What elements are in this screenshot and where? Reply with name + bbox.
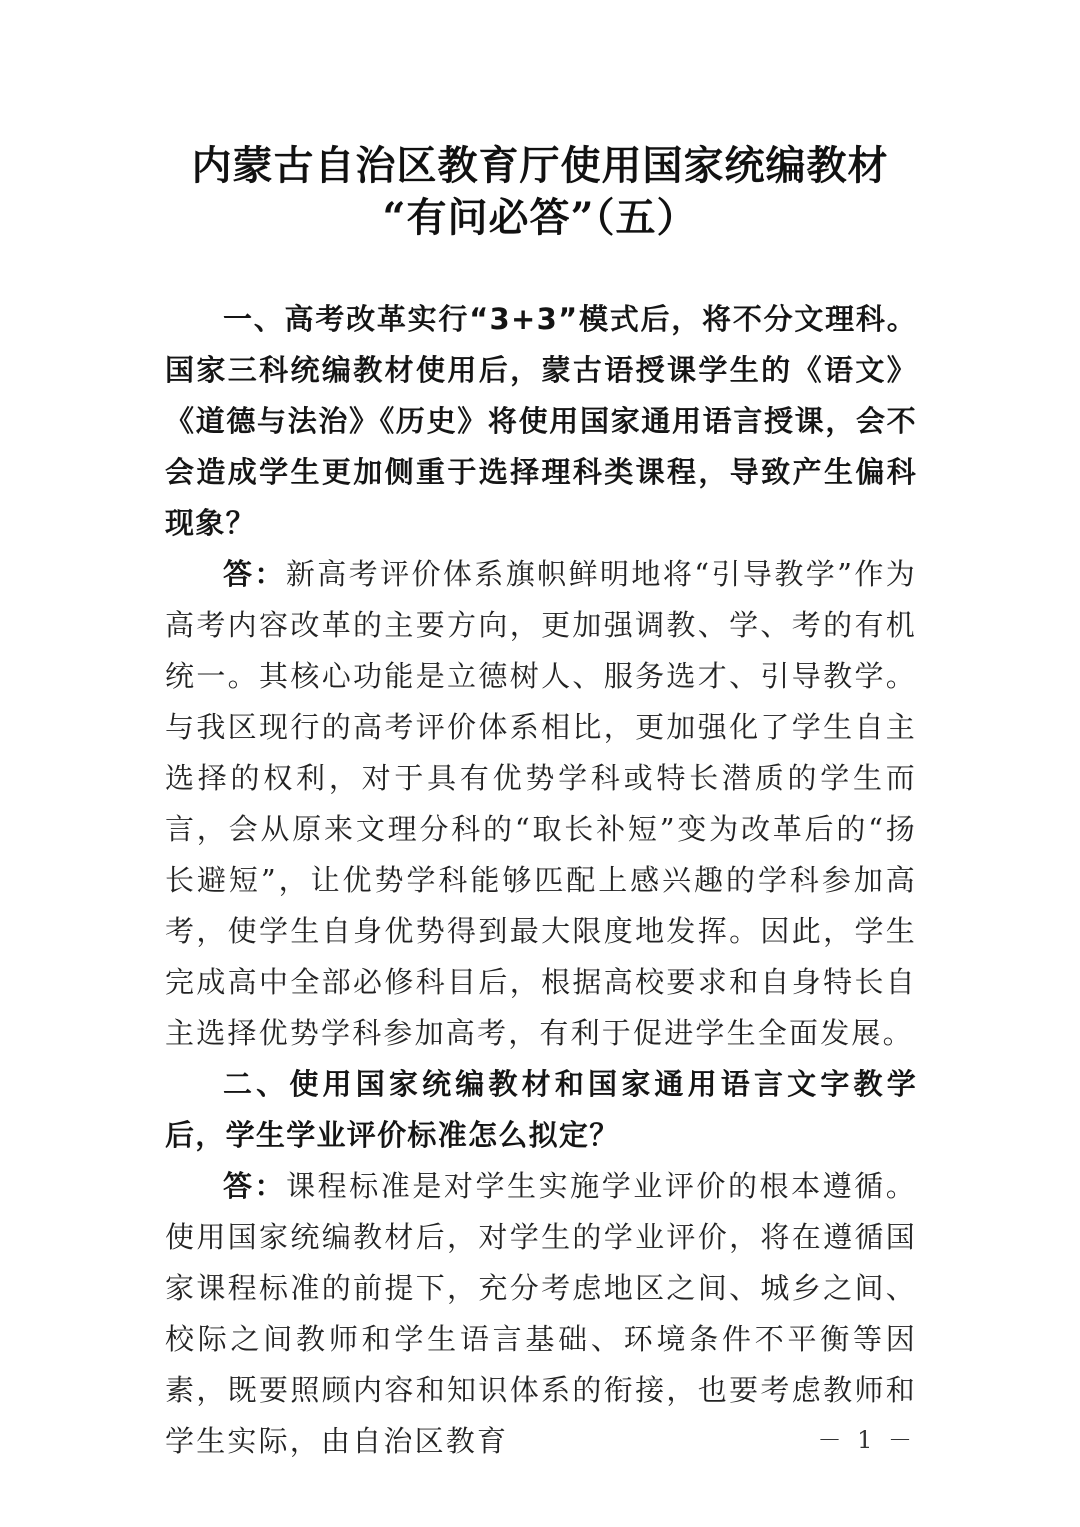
question-1: 一、高考改革实行“3+3”模式后，将不分文理科。国家三科统编教材使用后，蒙古语授课学生的《语文》《道德与法治》《历史》将使用国家通用语言授课，会不会造成学生更加侧重于选择理科类课程，导致产生偏科现象？ bbox=[165, 302, 917, 540]
question-2: 二、使用国家统编教材和国家通用语言文字教学后，学生学业评价标准怎么拟定？ bbox=[165, 1067, 917, 1152]
answer-1-text: 新高考评价体系旗帜鲜明地将“引导教学”作为高考内容改革的主要方向，更加强调教、学、考的有机统一。其核心功能是立德树人、服务选才、引导教学。与我区现行的高考评价体系相比，更加强化了学生自主选择的权利，对于具有优势学科或特长潜质的学生而言，会从原来文理分科的“取长补短”变为改革后的“扬长避短”，让优势学科能够匹配上感兴趣的学科参加高考，使学生自身优势得到最大限度地发挥。因此，学生完成高中全部必修科目后，根据高校要求和自身特长自主选择优势学科参加高考，有利于促进学生全面发展。 bbox=[165, 557, 917, 1050]
page-number: － 1 － bbox=[817, 1426, 916, 1454]
document-title-line-1: 内蒙古自治区教育厅使用国家统编教材 bbox=[191, 142, 889, 189]
answer-1-label: 答： bbox=[223, 557, 286, 591]
answer-2-label: 答： bbox=[223, 1169, 287, 1203]
answer-2 bbox=[165, 1161, 917, 1467]
answer-1 bbox=[165, 549, 917, 1059]
document-body bbox=[165, 294, 917, 1467]
document-title-line-2: “有问必答”（五） bbox=[382, 194, 698, 241]
answer-2-text: 课程标准是对学生实施学业评价的根本遵循。使用国家统编教材后，对学生的学业评价，将在遵循国家课程标准的前提下，充分考虑地区之间、城乡之间、校际之间教师和学生语言基础、环境条件不平衡等因素，既要照顾内容和知识体系的衔接，也要考虑教师和学生实际，由自治区教育 bbox=[165, 1169, 917, 1458]
